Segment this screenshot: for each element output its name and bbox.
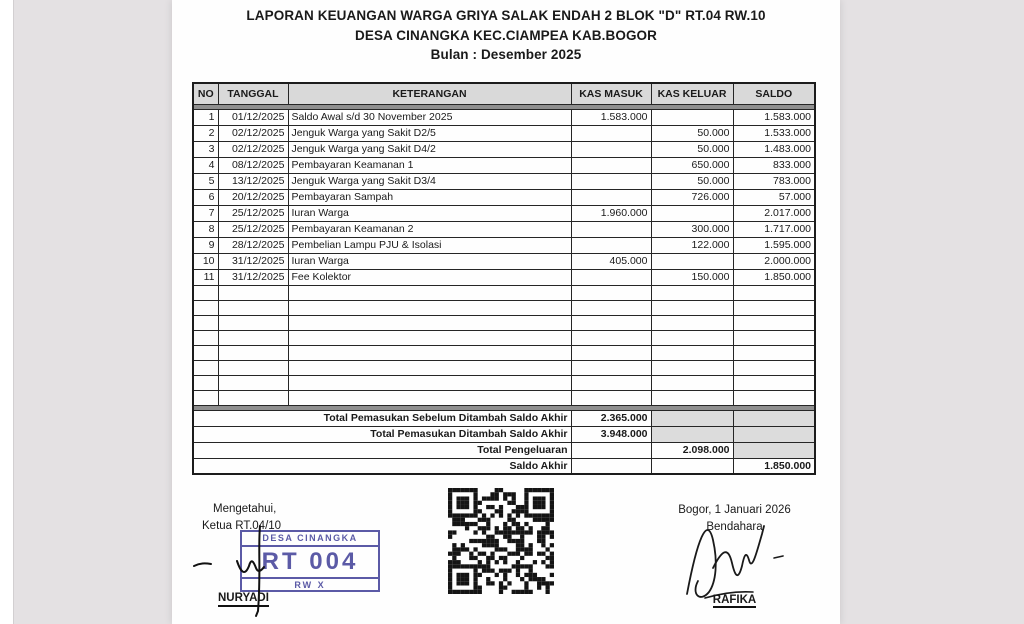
cell-tanggal: 01/12/2025 [218,109,288,125]
cell-keterangan: Pembayaran Sampah [288,189,571,205]
cell-saldo: 2.000.000 [733,253,815,269]
total-kas-keluar [651,458,733,474]
cell-kas-keluar: 50.000 [651,125,733,141]
header-no: NO [193,83,218,104]
cell-kas-keluar [651,300,733,315]
cell-saldo: 1.583.000 [733,109,815,125]
cell-kas-masuk [571,390,651,405]
cell-tanggal: 31/12/2025 [218,269,288,285]
header-kas-masuk: KAS MASUK [571,83,651,104]
cell-tanggal: 25/12/2025 [218,205,288,221]
total-label: Total Pemasukan Sebelum Ditambah Saldo Akhir [193,410,571,426]
cell-keterangan: Iuran Warga [288,205,571,221]
cell-saldo: 57.000 [733,189,815,205]
cell-kas-masuk [571,285,651,300]
table-row [193,221,815,237]
cell-kas-masuk [571,269,651,285]
cell-kas-keluar [651,253,733,269]
header-kas-keluar: KAS KELUAR [651,83,733,104]
table-row [193,109,815,125]
cell-saldo [733,375,815,390]
empty-row [193,300,815,315]
cell-saldo: 2.017.000 [733,205,815,221]
cell-no [193,330,218,345]
cell-kas-keluar [651,375,733,390]
cell-no: 9 [193,237,218,253]
header-tanggal: TANGGAL [218,83,288,104]
cell-kas-masuk [571,300,651,315]
right-signature-block [652,502,817,536]
total-saldo [733,410,815,426]
cell-tanggal [218,390,288,405]
total-kas-keluar: 2.098.000 [651,442,733,458]
cell-kas-masuk: 1.583.000 [571,109,651,125]
cell-tanggal [218,360,288,375]
empty-row [193,360,815,375]
cell-saldo [733,360,815,375]
ketua-label: Ketua RT.04/10 [202,520,282,532]
total-label: Total Pengeluaran [193,442,571,458]
cell-no: 1 [193,109,218,125]
cell-kas-keluar: 726.000 [651,189,733,205]
cell-kas-masuk [571,330,651,345]
cell-kas-masuk [571,375,651,390]
empty-row [193,375,815,390]
table-row [193,189,815,205]
empty-row [193,345,815,360]
cell-kas-masuk [571,345,651,360]
cell-kas-keluar: 150.000 [651,269,733,285]
cell-kas-masuk: 405.000 [571,253,651,269]
total-saldo: 1.850.000 [733,458,815,474]
total-label: Saldo Akhir [193,458,571,474]
table-row [193,157,815,173]
cell-kas-keluar: 50.000 [651,173,733,189]
cell-saldo: 1.850.000 [733,269,815,285]
header-row [193,83,815,104]
cell-saldo: 833.000 [733,157,815,173]
cell-tanggal: 02/12/2025 [218,141,288,157]
cell-keterangan [288,315,571,330]
cell-tanggal: 13/12/2025 [218,173,288,189]
cell-kas-keluar [651,330,733,345]
cell-kas-keluar [651,390,733,405]
table-row [193,269,815,285]
cell-no [193,360,218,375]
cell-saldo [733,390,815,405]
cell-keterangan: Pembayaran Keamanan 1 [288,157,571,173]
cell-keterangan [288,300,571,315]
total-kas-masuk [571,442,651,458]
empty-row [193,285,815,300]
report-title-line3: Bulan : Desember 2025 [430,47,582,62]
cell-saldo [733,285,815,300]
cell-kas-masuk [571,173,651,189]
table-row [193,173,815,189]
cell-kas-masuk [571,315,651,330]
cell-no [193,375,218,390]
cell-no [193,345,218,360]
cell-kas-keluar: 650.000 [651,157,733,173]
empty-row [193,330,815,345]
cell-kas-keluar: 300.000 [651,221,733,237]
cell-no: 6 [193,189,218,205]
cell-no: 4 [193,157,218,173]
cell-keterangan: Pembayaran Keamanan 2 [288,221,571,237]
cell-kas-masuk [571,141,651,157]
cell-tanggal [218,300,288,315]
cell-kas-masuk [571,360,651,375]
cell-keterangan [288,360,571,375]
table-row [193,141,815,157]
cell-tanggal: 20/12/2025 [218,189,288,205]
cell-saldo [733,300,815,315]
cell-keterangan: Jenguk Warga yang Sakit D3/4 [288,173,571,189]
cell-keterangan [288,285,571,300]
cell-kas-masuk [571,189,651,205]
empty-row [193,315,815,330]
cell-keterangan [288,375,571,390]
cell-no [193,390,218,405]
cell-kas-masuk [571,221,651,237]
cell-no: 5 [193,173,218,189]
cell-kas-masuk [571,125,651,141]
qr-code [448,488,554,594]
cell-tanggal [218,345,288,360]
report-title-line1: LAPORAN KEUANGAN WARGA GRIYA SALAK ENDAH 2 BLOK "D" RT.04 RW.10 [246,8,766,23]
table-row [193,253,815,269]
ledger-table [192,82,816,475]
empty-row [193,390,815,405]
cell-kas-keluar [651,109,733,125]
rafika-name [652,594,817,607]
ledger-body [193,104,815,474]
stamp-desa-text: DESA CINANGKA [242,532,378,547]
table-row [193,125,815,141]
header-keterangan: KETERANGAN [288,83,571,104]
cell-saldo: 1.533.000 [733,125,815,141]
cell-kas-keluar: 50.000 [651,141,733,157]
total-kas-masuk: 3.948.000 [571,426,651,442]
place-date-label: Bogor, 1 Januari 2026 [678,504,791,516]
nuryadi-name: NURYADI [218,592,269,607]
total-kas-keluar [651,410,733,426]
cell-kas-masuk [571,237,651,253]
cell-saldo [733,330,815,345]
cell-saldo [733,315,815,330]
total-kas-keluar [651,426,733,442]
total-row [193,442,815,458]
cell-tanggal [218,285,288,300]
cell-no [193,315,218,330]
cell-keterangan [288,345,571,360]
report-title-block [172,6,840,65]
total-label: Total Pemasukan Ditambah Saldo Akhir [193,426,571,442]
cell-tanggal: 02/12/2025 [218,125,288,141]
cell-keterangan [288,390,571,405]
table-row [193,205,815,221]
report-title-line2: DESA CINANGKA KEC.CIAMPEA KAB.BOGOR [354,27,657,43]
cell-no: 10 [193,253,218,269]
cell-kas-keluar [651,285,733,300]
cell-no: 2 [193,125,218,141]
cell-tanggal [218,375,288,390]
cell-kas-masuk: 1.960.000 [571,205,651,221]
cell-saldo: 783.000 [733,173,815,189]
cell-kas-keluar [651,345,733,360]
cell-no [193,285,218,300]
cell-tanggal: 28/12/2025 [218,237,288,253]
cell-tanggal [218,330,288,345]
bendahara-label: Bendahara [706,521,763,533]
header-saldo: SALDO [733,83,815,104]
cell-saldo [733,345,815,360]
cell-tanggal [218,315,288,330]
total-kas-masuk: 2.365.000 [571,410,651,426]
cell-kas-keluar [651,205,733,221]
cell-saldo: 1.483.000 [733,141,815,157]
cell-keterangan [288,330,571,345]
cell-kas-masuk [571,157,651,173]
cell-keterangan: Jenguk Warga yang Sakit D4/2 [288,141,571,157]
cell-keterangan: Jenguk Warga yang Sakit D2/5 [288,125,571,141]
cell-saldo: 1.595.000 [733,237,815,253]
rafika-name-text: RAFIKA [712,594,757,606]
cell-saldo: 1.717.000 [733,221,815,237]
stamp-rw-text: RW X [242,577,378,592]
cell-no: 3 [193,141,218,157]
cell-keterangan: Pembelian Lampu PJU & Isolasi [288,237,571,253]
document-page [172,0,840,624]
total-saldo [733,426,815,442]
total-kas-masuk [571,458,651,474]
cell-tanggal: 08/12/2025 [218,157,288,173]
cell-kas-keluar [651,315,733,330]
table-row [193,237,815,253]
cell-no: 11 [193,269,218,285]
cell-no: 8 [193,221,218,237]
total-row [193,458,815,474]
rt-stamp [240,530,380,592]
total-row [193,410,815,426]
cell-keterangan: Iuran Warga [288,253,571,269]
cell-tanggal: 25/12/2025 [218,221,288,237]
cell-no [193,300,218,315]
cell-kas-keluar [651,360,733,375]
cell-keterangan: Saldo Awal s/d 30 November 2025 [288,109,571,125]
cell-no: 7 [193,205,218,221]
total-saldo [733,442,815,458]
total-row [193,426,815,442]
stamp-rt-text: RT 004 [261,548,359,575]
cell-kas-keluar: 122.000 [651,237,733,253]
cell-tanggal: 31/12/2025 [218,253,288,269]
cell-keterangan: Fee Kolektor [288,269,571,285]
mengetahui-label: Mengetahui, [213,503,277,515]
